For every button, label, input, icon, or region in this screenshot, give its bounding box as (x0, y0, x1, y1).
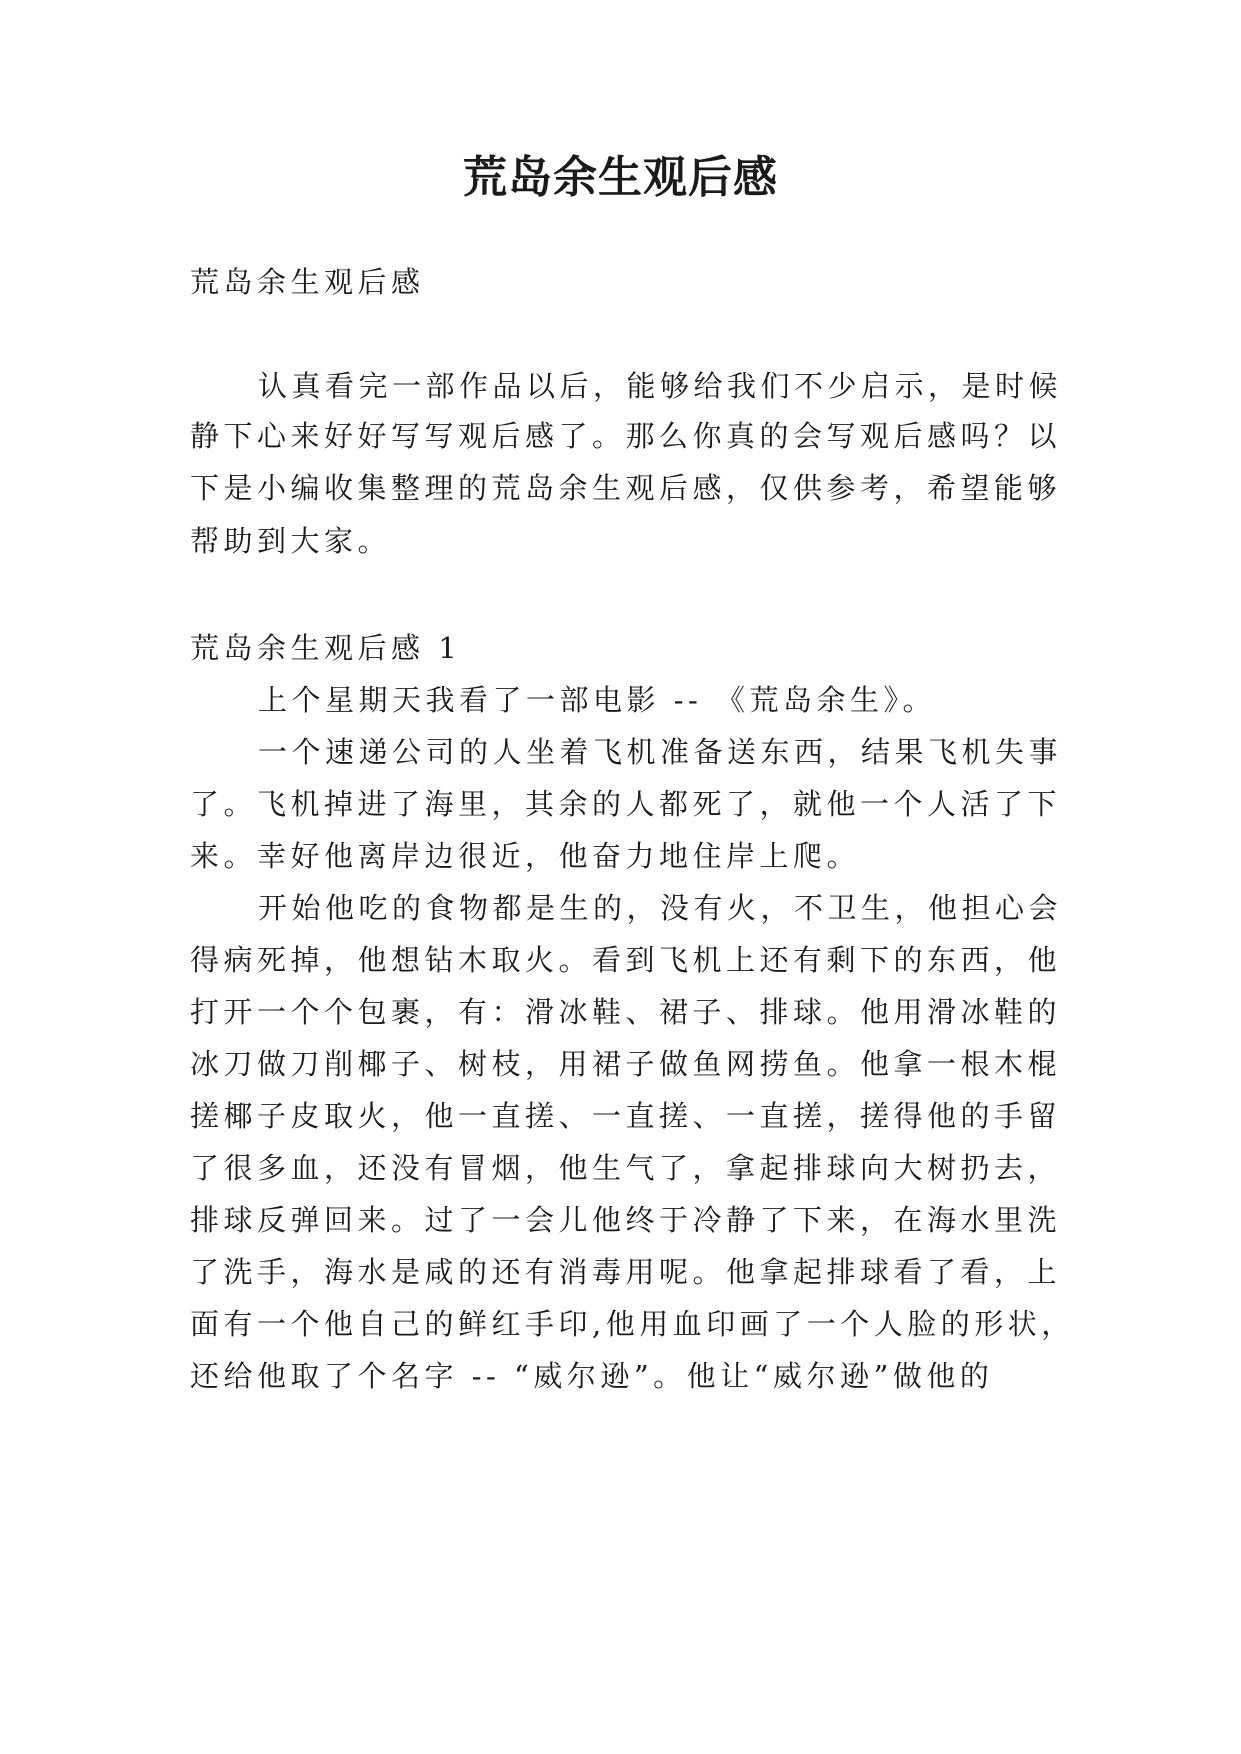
paragraph-line: 了。飞机掉进了海里，其余的人都死了，就他一个人活了下 (190, 787, 1062, 821)
paragraph-line: 面有一个他自己的鲜红手印,他用血印画了一个人脸的形状， (190, 1307, 1075, 1341)
paragraph-line: 开始他吃的食物都是生的，没有火，不卫生，他担心会 (258, 891, 1063, 925)
paragraph-line: 还给他取了个名字 -- “威尔逊”。他让“威尔逊”做他的 (190, 1359, 994, 1393)
paragraph-line: 打开一个个包裹，有：滑冰鞋、裙子、排球。他用滑冰鞋的 (190, 995, 1062, 1029)
paragraph-line: 冰刀做刀削椰子、树枝，用裙子做鱼网捞鱼。他拿一根木棍 (190, 1047, 1062, 1081)
paragraph-line: 来。幸好他离岸边很近，他奋力地住岸上爬。 (190, 839, 861, 873)
intro-line: 下是小编收集整理的荒岛余生观后感，仅供参考，希望能够 (190, 471, 1062, 505)
intro-line: 认真看完一部作品以后，能够给我们不少启示，是时候 (258, 369, 1063, 403)
paragraph-line: 排球反弹回来。过了一会儿他终于冷静了下来，在海水里洗 (190, 1203, 1062, 1237)
paragraph-line: 上个星期天我看了一部电影 -- 《荒岛余生》。 (258, 683, 937, 717)
intro-line: 静下心来好好写写观后感了。那么你真的会写观后感吗？以 (190, 419, 1062, 453)
subtitle: 荒岛余生观后感 (190, 265, 425, 299)
paragraph-line: 得病死掉，他想钻木取火。看到飞机上还有剩下的东西，他 (190, 943, 1062, 977)
paragraph-line: 搓椰子皮取火，他一直搓、一直搓、一直搓，搓得他的手留 (190, 1099, 1062, 1133)
paragraph-line: 了很多血，还没有冒烟，他生气了，拿起排球向大树扔去， (190, 1151, 1062, 1185)
intro-line: 帮助到大家。 (190, 524, 392, 558)
section-heading: 荒岛余生观后感 1 (190, 631, 462, 665)
paragraph-line: 了洗手，海水是咸的还有消毒用呢。他拿起排球看了看，上 (190, 1255, 1062, 1289)
paragraph-line: 一个速递公司的人坐着飞机准备送东西，结果飞机失事 (258, 735, 1063, 769)
document-title: 荒岛余生观后感 (463, 152, 778, 203)
